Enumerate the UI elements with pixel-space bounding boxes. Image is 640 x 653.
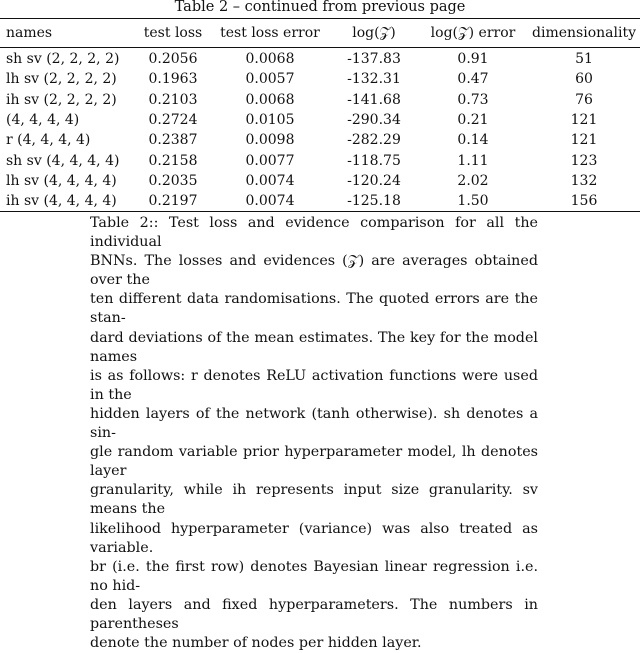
caption-line: is as follows: r denotes ReLU activation functions were used in the [90, 367, 538, 403]
cell-log-evidence: -282.29 [347, 132, 401, 149]
caption-line: BNNs. The losses and evidences (𝒵) are averages obtained over the [90, 253, 538, 289]
table-row [0, 130, 640, 150]
caption-line: br (i.e. the first row) denotes Bayesian linear regression i.e. no hid- [90, 558, 538, 594]
cell-dimensionality: 121 [570, 112, 598, 129]
cell-test-loss: 0.2197 [148, 193, 198, 210]
caption-line: den layers and fixed hyperparameters. The numbers in parentheses [90, 596, 538, 632]
cell-log-evidence-error: 0.21 [457, 112, 489, 129]
cell-test-loss-error: 0.0077 [245, 152, 295, 169]
cell-test-loss: 0.2035 [148, 172, 198, 189]
table-row [0, 90, 640, 110]
caption-line: Table 2:: Test loss and evidence comparison for all the individual [90, 215, 538, 251]
cell-test-loss: 0.2056 [148, 51, 198, 68]
cell-name: sh sv (4, 4, 4, 4) [6, 152, 120, 169]
cell-test-loss-error: 0.0105 [245, 112, 295, 129]
cell-name: sh sv (2, 2, 2, 2) [6, 51, 120, 68]
column-header: log(𝒵) [352, 25, 396, 41]
caption-line: hidden layers of the network (tanh otherwise). sh denotes a sin- [90, 405, 538, 442]
cell-dimensionality: 76 [575, 91, 593, 108]
caption-line: ten different data randomisations. The quoted errors are the stan- [90, 291, 538, 327]
cell-dimensionality: 123 [570, 152, 598, 169]
cell-log-evidence-error: 0.14 [457, 132, 489, 149]
cell-test-loss: 0.1963 [148, 71, 198, 88]
caption-line: denote the number of nodes per hidden layer. [90, 635, 422, 652]
caption-line: likelihood hyperparameter (variance) was also treated as variable. [90, 520, 538, 556]
column-header: test loss error [220, 25, 320, 41]
cell-dimensionality: 121 [570, 132, 598, 149]
cell-test-loss: 0.2158 [148, 152, 198, 169]
cell-log-evidence-error: 1.50 [457, 193, 489, 210]
cell-name: lh sv (4, 4, 4, 4) [6, 172, 117, 189]
cell-test-loss-error: 0.0057 [245, 71, 295, 88]
cell-test-loss-error: 0.0068 [245, 91, 295, 108]
cell-log-evidence-error: 1.11 [457, 152, 489, 169]
table-row [0, 47, 640, 69]
cell-log-evidence: -290.34 [347, 112, 401, 129]
cell-name: r (4, 4, 4, 4) [6, 132, 91, 149]
column-header: names [6, 25, 53, 41]
cell-log-evidence: -137.83 [347, 51, 401, 68]
cell-log-evidence-error: 0.73 [457, 91, 489, 108]
caption-line: dard deviations of the mean estimates. The key for the model names [90, 329, 538, 365]
cell-test-loss: 0.2724 [148, 112, 198, 129]
cell-dimensionality: 60 [575, 71, 593, 88]
cell-test-loss: 0.2103 [148, 91, 198, 108]
cell-name: lh sv (2, 2, 2, 2) [6, 71, 117, 88]
cell-dimensionality: 51 [575, 51, 593, 68]
cell-name: (4, 4, 4, 4) [6, 112, 80, 129]
cell-log-evidence-error: 0.91 [457, 51, 489, 68]
cell-name: ih sv (4, 4, 4, 4) [6, 193, 117, 210]
cell-dimensionality: 132 [570, 172, 598, 189]
table-row [0, 171, 640, 191]
cell-log-evidence: -118.75 [347, 152, 401, 169]
column-header: dimensionality [532, 25, 636, 41]
column-header: log(𝒵) error [430, 25, 516, 41]
cell-test-loss-error: 0.0074 [245, 172, 295, 189]
cell-log-evidence: -132.31 [347, 71, 401, 88]
table-row [0, 69, 640, 89]
cell-test-loss: 0.2387 [148, 132, 198, 149]
cell-log-evidence: -141.68 [347, 91, 401, 108]
table-row [0, 150, 640, 170]
table-header-row [0, 19, 640, 47]
cell-log-evidence: -125.18 [347, 193, 401, 210]
cell-test-loss-error: 0.0074 [245, 193, 295, 210]
results-table [0, 19, 640, 211]
table-row [0, 110, 640, 130]
cell-log-evidence: -120.24 [347, 172, 401, 189]
caption-line: gle random variable prior hyperparameter model, lh denotes layer [90, 444, 538, 480]
cell-test-loss-error: 0.0068 [245, 51, 295, 68]
cell-name: ih sv (2, 2, 2, 2) [6, 91, 117, 108]
table-caption [90, 214, 538, 653]
table-row [0, 191, 640, 211]
caption-line: granularity, while ih represents input size granularity. sv means the [90, 482, 538, 518]
cell-test-loss-error: 0.0098 [245, 132, 295, 149]
cell-log-evidence-error: 2.02 [457, 172, 489, 189]
cell-dimensionality: 156 [570, 193, 598, 210]
column-header: test loss [143, 25, 203, 41]
cell-log-evidence-error: 0.47 [457, 71, 489, 88]
continued-header: Table 2 – continued from previous page [174, 0, 466, 15]
